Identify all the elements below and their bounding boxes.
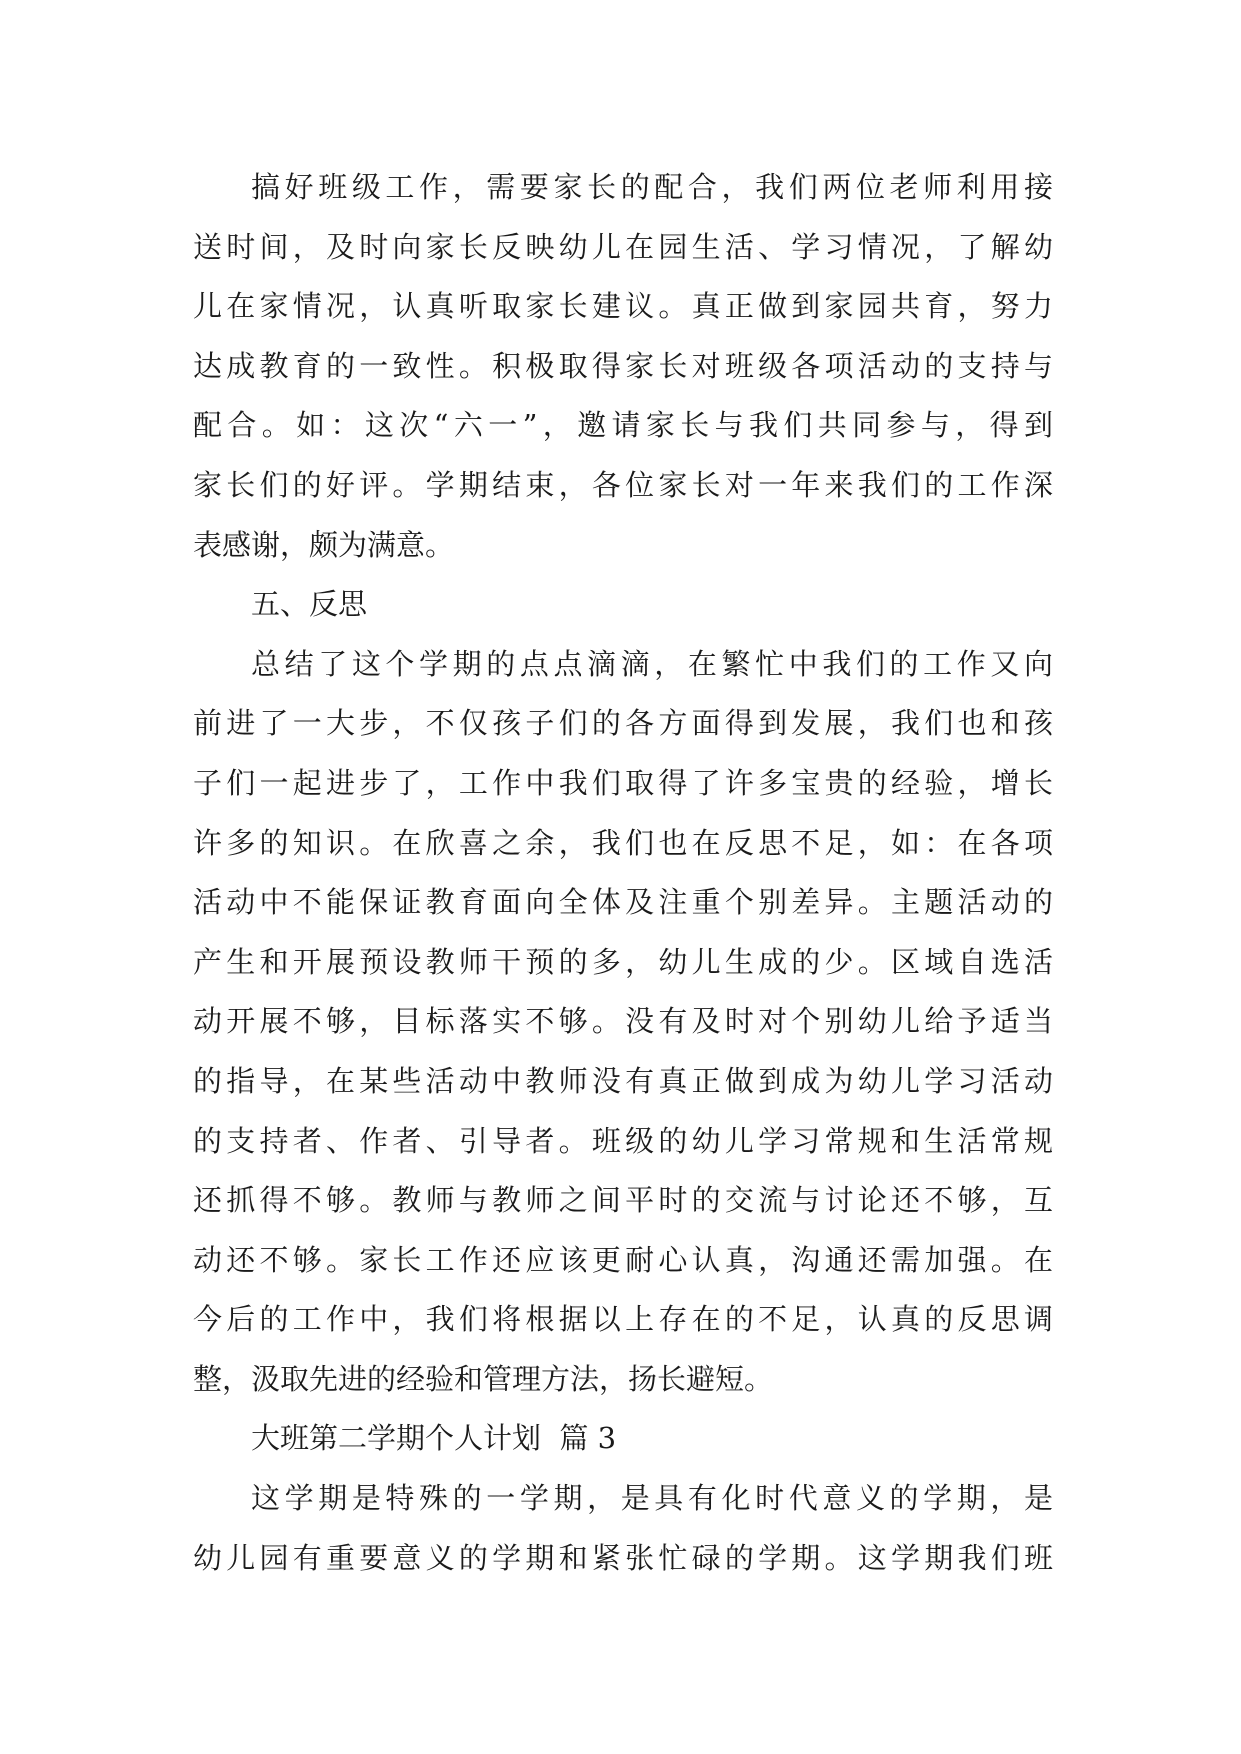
paragraph-line: 动开展不够，目标落实不够。没有及时对个别幼儿给予适当 (193, 1004, 1053, 1039)
paragraph-line: 活动中不能保证教育面向全体及注重个别差异。主题活动的 (193, 885, 1053, 920)
paragraph-line: 许多的知识。在欣喜之余，我们也在反思不足，如：在各项 (193, 825, 1053, 860)
paragraph-line: 的指导，在某些活动中教师没有真正做到成为幼儿学习活动 (193, 1063, 1053, 1098)
section-heading: 大班第二学期个人计划 篇 3 (251, 1421, 617, 1456)
paragraph-line: 总结了这个学期的点点滴滴，在繁忙中我们的工作又向 (251, 646, 1053, 681)
paragraph-line: 还抓得不够。教师与教师之间平时的交流与讨论还不够，互 (193, 1183, 1053, 1218)
paragraph-line: 整，汲取先进的经验和管理方法，扬长避短。 (193, 1361, 774, 1396)
paragraph-line: 达成教育的一致性。积极取得家长对班级各项活动的支持与 (193, 348, 1053, 383)
paragraph-line: 的支持者、作者、引导者。班级的幼儿学习常规和生活常规 (193, 1123, 1053, 1158)
document-body (193, 158, 1053, 1588)
paragraph-line: 子们一起进步了，工作中我们取得了许多宝贵的经验，增长 (193, 765, 1053, 800)
paragraph-line: 表感谢，颇为满意。 (193, 527, 455, 562)
paragraph-line: 产生和开展预设教师干预的多，幼儿生成的少。区域自选活 (193, 944, 1053, 979)
paragraph-line: 送时间，及时向家长反映幼儿在园生活、学习情况，了解幼 (193, 229, 1053, 264)
paragraph-line: 儿在家情况，认真听取家长建议。真正做到家园共育，努力 (193, 289, 1053, 324)
section-heading: 五、反思 (251, 587, 368, 622)
paragraph-line: 今后的工作中，我们将根据以上存在的不足，认真的反思调 (193, 1302, 1053, 1337)
paragraph-line: 配合。如：这次“六一”，邀请家长与我们共同参与，得到 (193, 408, 1053, 443)
paragraph-line: 动还不够。家长工作还应该更耐心认真，沟通还需加强。在 (193, 1242, 1053, 1277)
paragraph-line: 这学期是特殊的一学期，是具有化时代意义的学期，是 (251, 1481, 1053, 1516)
paragraph-line: 幼儿园有重要意义的学期和紧张忙碌的学期。这学期我们班 (193, 1540, 1053, 1575)
paragraph-line: 家长们的好评。学期结束，各位家长对一年来我们的工作深 (193, 467, 1053, 502)
paragraph-line: 前进了一大步，不仅孩子们的各方面得到发展，我们也和孩 (193, 706, 1053, 741)
paragraph-line: 搞好班级工作，需要家长的配合，我们两位老师利用接 (251, 170, 1053, 204)
